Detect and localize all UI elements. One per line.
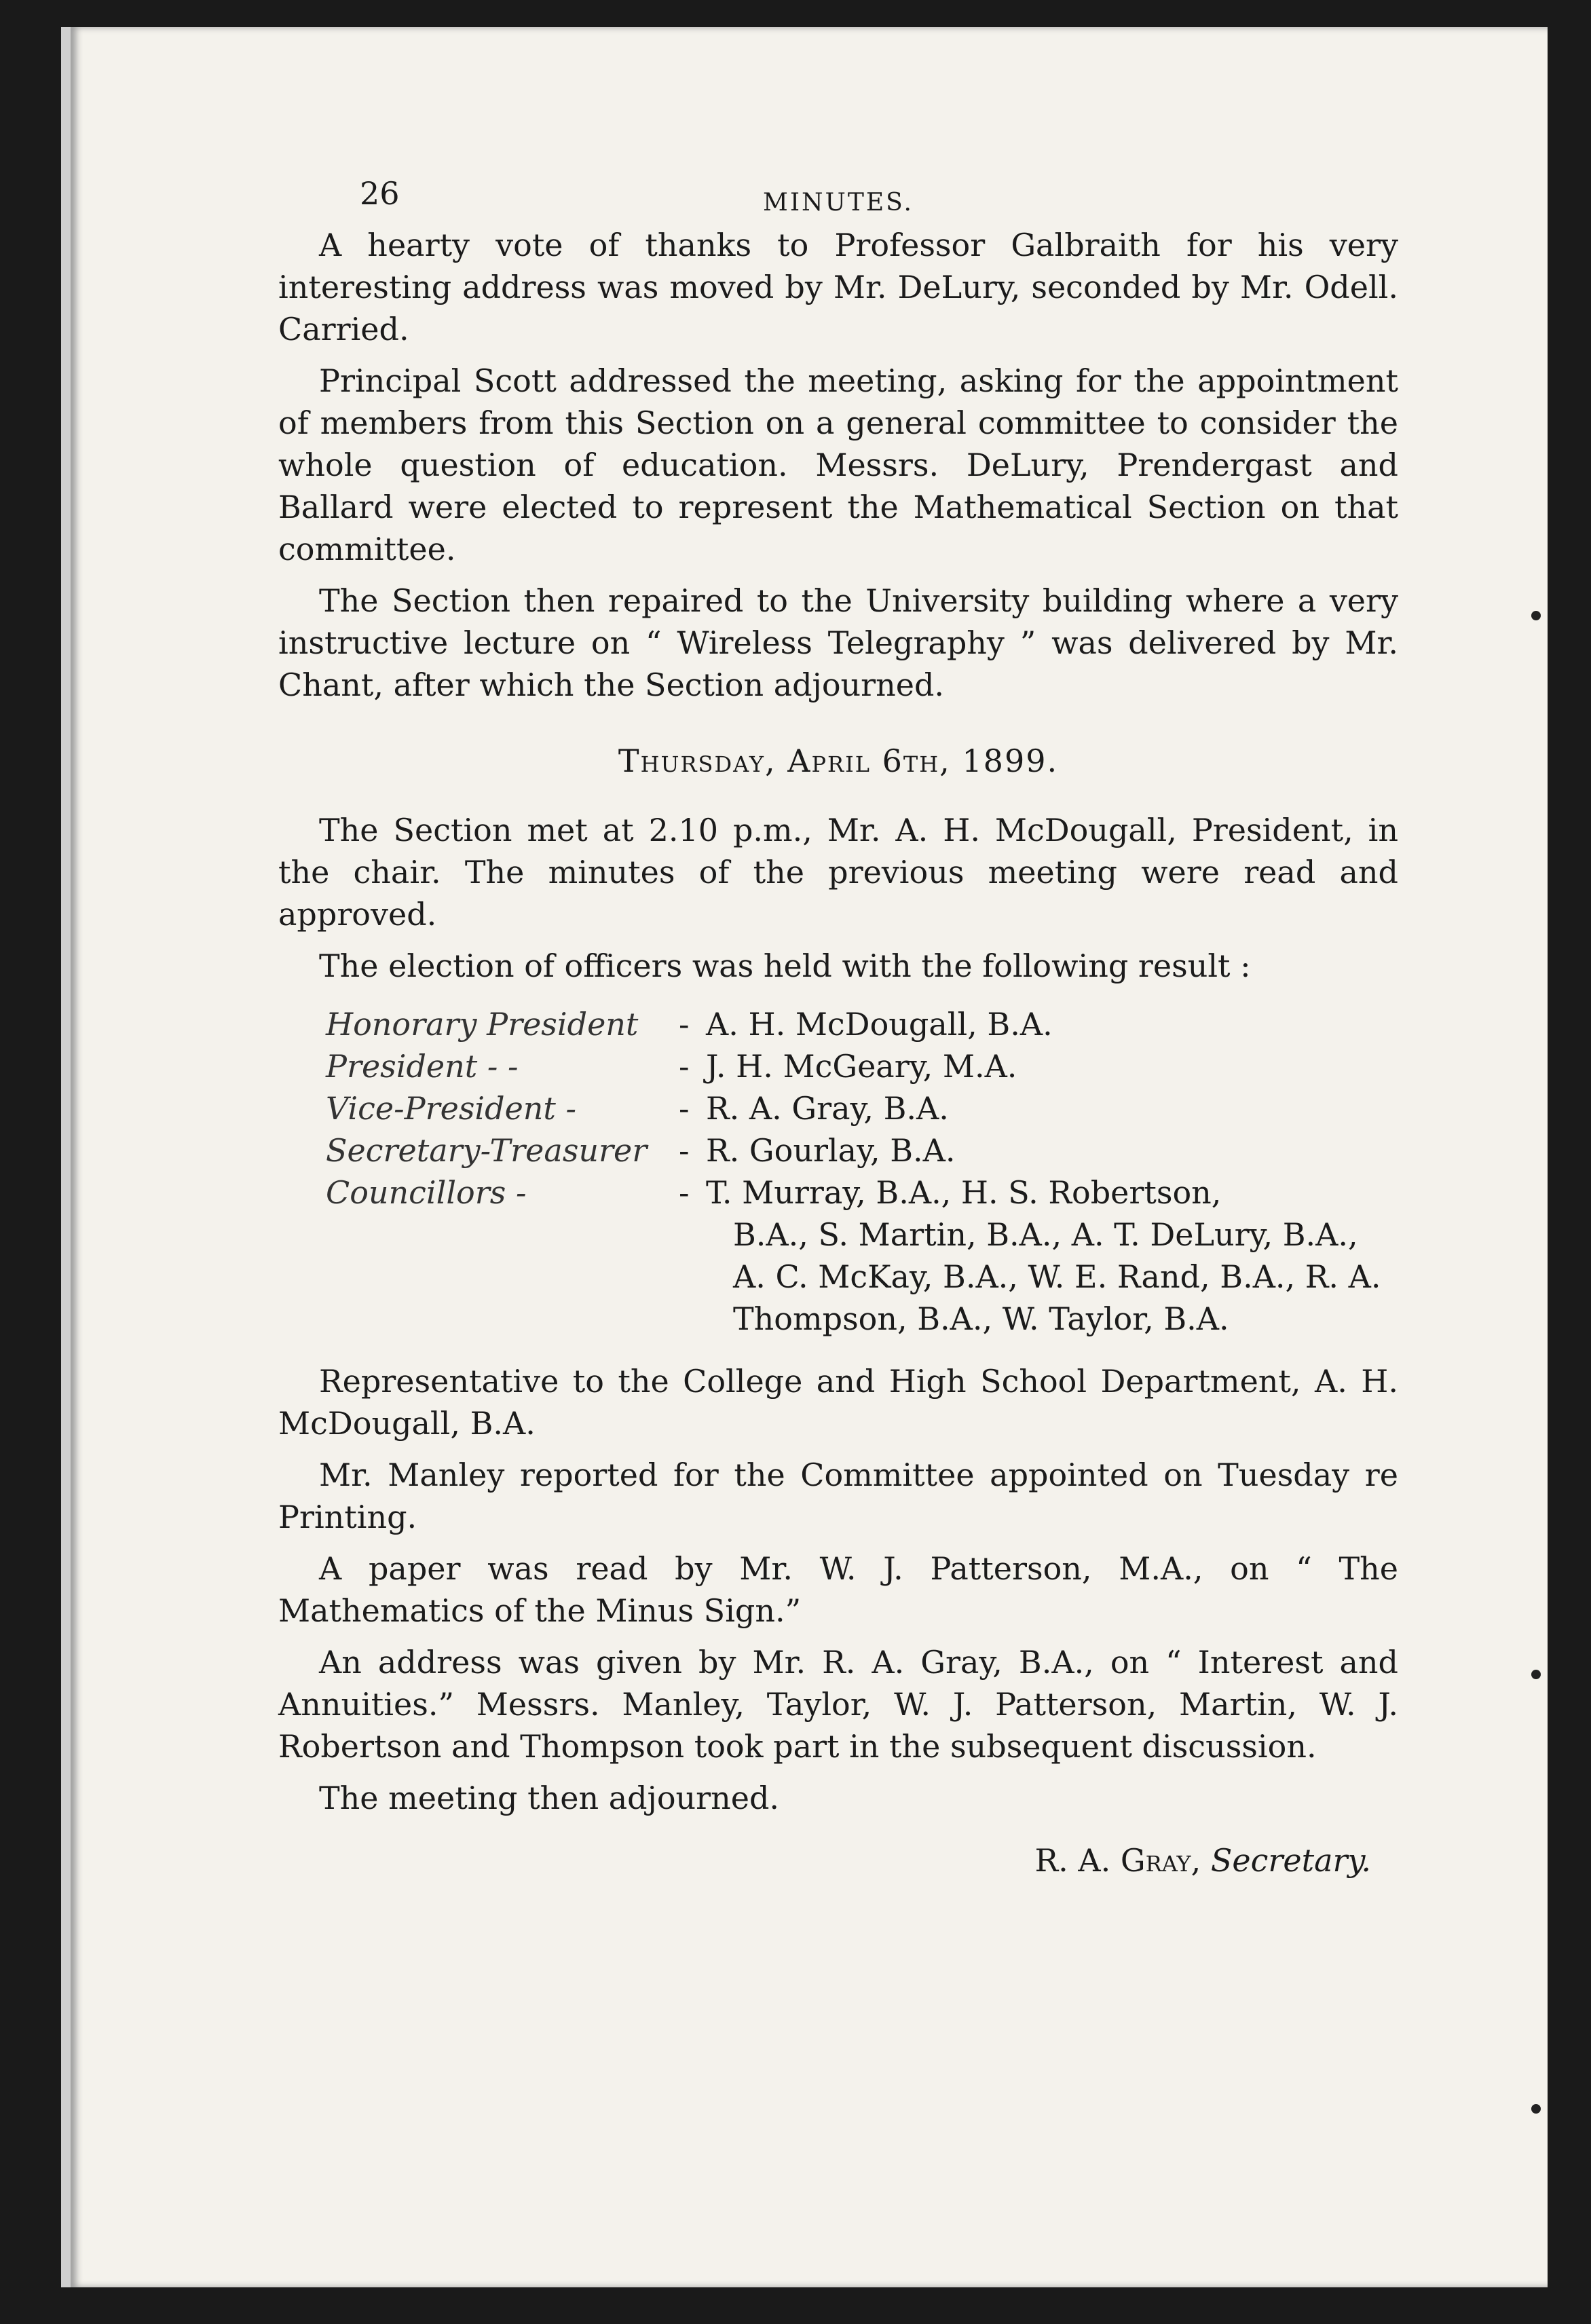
page-number: 26 [360,175,400,212]
office-dash: - [679,1006,690,1043]
paragraph-section-met: The Section met at 2.10 p.m., Mr. A. H. McDougall, President, in the chair. The minutes of the previous meeting were read and approved. [278,812,1398,933]
office-dash: - [679,1132,690,1169]
office-dash: - [679,1048,690,1085]
page-content [278,143,1398,1881]
office-holder-text: R. A. Gray, B.A. [706,1090,949,1127]
page-header [278,143,1398,217]
office-holder [706,1045,1398,1087]
office-holder-continuation: B.A., S. Martin, B.A., A. T. DeLury, B.A., A. C. McKay, B.A., W. E. Rand, B.A., R. A. Thompson, B.A., W. Taylor, B.A. [733,1216,1381,1337]
officer-row [326,1087,1398,1129]
office-holder-text: R. Gourlay, B.A. [706,1132,956,1169]
running-title: MINUTES. [762,189,914,217]
officer-row [326,1045,1398,1087]
officer-row [326,1172,1398,1340]
signature [278,1839,1398,1881]
book-page [61,27,1548,2287]
paragraph-wireless-lecture: The Section then repaired to the University building where a very instructive lecture on “ Wireless Telegraphy ” was delivered by Mr. Chant, after which the Section adjourned. [278,582,1398,703]
office-holder-text: J. H. McGeary, M.A. [706,1048,1017,1085]
paragraph-gray-address: An address was given by Mr. R. A. Gray, B.A., on “ Interest and Annuities.” Messrs. Manley, Taylor, W. J. Patterson, Martin, W. J. Robertson and Thompson took part in the subsequent discussion. [278,1644,1398,1765]
paragraph-election: The election of officers was held with the following result : [319,948,1251,984]
office-name: President - - [326,1048,519,1085]
signature-title: Secretary. [1210,1842,1371,1879]
office-holder-text: T. Murray, B.A., H. S. Robertson, [706,1174,1222,1211]
officers-list [326,1003,1398,1340]
officer-row [326,1003,1398,1045]
paragraph-patterson-paper: A paper was read by Mr. W. J. Patterson, M.A., on “ The Mathematics of the Minus Sign.” [278,1550,1398,1629]
office-holder [706,1087,1398,1129]
paragraph-manley-report: Mr. Manley reported for the Committee appointed on Tuesday re Printing. [278,1457,1398,1535]
office-name: Vice-President - [326,1090,577,1127]
office-name: Secretary-Treasurer [326,1132,648,1169]
date-heading: Thursday, April 6th, 1899. [618,743,1059,779]
binding-mark [1531,2104,1541,2114]
office-holder [706,1172,1398,1340]
office-holder [706,1003,1398,1045]
paragraph-representative: Representative to the College and High School Department, A. H. McDougall, B.A. [278,1363,1398,1442]
officer-row [326,1129,1398,1172]
paragraph-vote-of-thanks: A hearty vote of thanks to Professor Galbraith for his very interesting address was moved by Mr. DeLury, seconded by Mr. Odell. Carried. [278,227,1398,348]
office-holder [706,1129,1398,1172]
paragraph-principal-scott: Principal Scott addressed the meeting, asking for the appointment of members from this Section on a general committee to consider the whole question of education. Messrs. DeLury, Prendergast and Ballard were elected to represent the Mathematical Section on that committee. [278,362,1398,567]
office-name: Councillors - [326,1174,527,1211]
signature-name: R. A. Gray, [1034,1842,1201,1879]
office-holder-text: A. H. McDougall, B.A. [706,1006,1053,1043]
paragraph-adjourned: The meeting then adjourned. [319,1780,780,1816]
binding-mark [1531,611,1541,620]
binding-mark [1531,1670,1541,1679]
office-dash: - [679,1090,690,1127]
office-dash: - [679,1174,690,1211]
office-name: Honorary President [326,1006,639,1043]
